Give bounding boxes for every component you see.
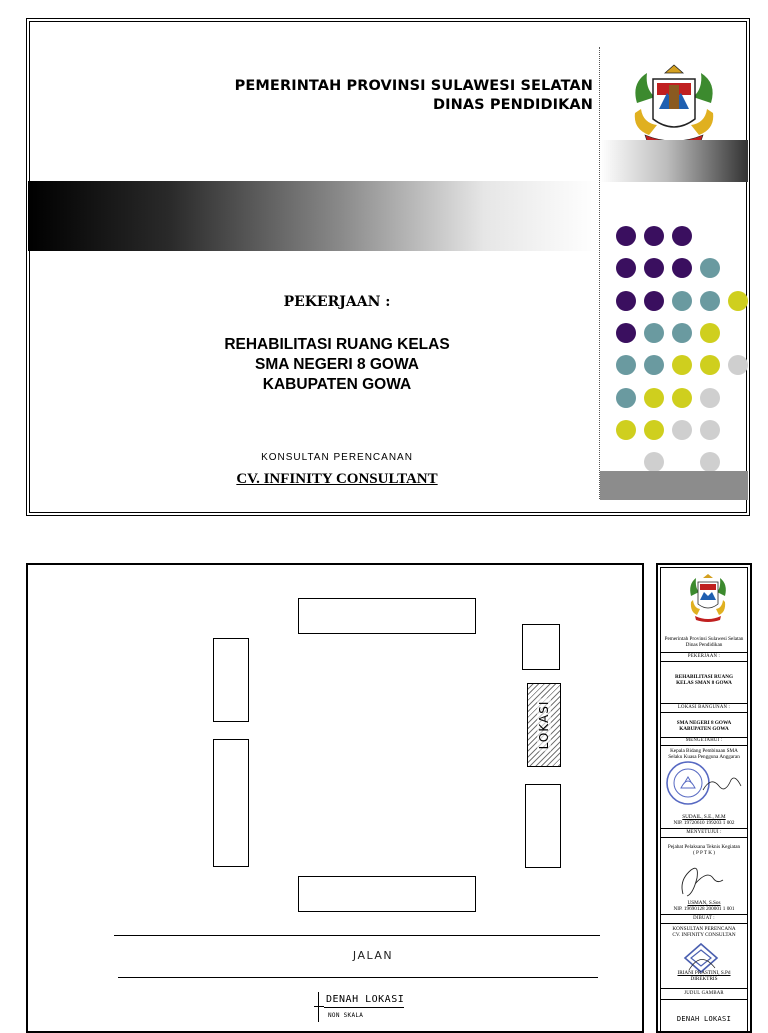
tb-job-label: PEKERJAAN : <box>687 654 721 659</box>
project-line-1: REHABILITASI RUANG KELAS <box>224 336 450 353</box>
tb-approver-name: SUDAIL, S.E., M.M <box>682 814 726 820</box>
cover-dot <box>616 388 636 408</box>
building-right-lower <box>525 784 561 868</box>
project-line-3: KABUPATEN GOWA <box>262 376 412 393</box>
cover-dot <box>728 291 748 311</box>
sulawesi-selatan-crest-icon <box>687 574 729 622</box>
cover-dot <box>700 452 720 472</box>
tb-approver-id <box>661 814 747 826</box>
tb-divider <box>661 923 747 924</box>
plan-title-marker <box>318 992 319 1022</box>
tb-location <box>661 720 747 732</box>
cover-dot <box>700 355 720 375</box>
cover-dot <box>672 355 692 375</box>
cover-dot <box>644 226 664 246</box>
tb-consultant <box>661 926 747 938</box>
tb-pptk-id <box>661 900 747 912</box>
cover-dot <box>700 291 720 311</box>
cover-dot <box>672 226 692 246</box>
building-top <box>298 598 476 634</box>
cover-gradient-band <box>28 181 598 251</box>
cover-dot <box>616 258 636 278</box>
cover-dot <box>644 323 664 343</box>
tb-approver-line-2: Selaku Kuasa Pengguna Anggaran <box>668 754 740 761</box>
title-block-inner <box>660 567 748 1031</box>
tb-approver-nip: NIP. 19720610 199203 1 002 <box>673 820 735 827</box>
tb-owner-dept: Dinas Pendidikan <box>685 642 723 649</box>
tb-divider <box>661 914 747 915</box>
cover-header <box>127 77 593 115</box>
tb-divider <box>661 703 747 704</box>
location-marker <box>527 683 561 767</box>
tb-divider <box>661 712 747 713</box>
cover-dot <box>672 258 692 278</box>
cover-dot <box>672 323 692 343</box>
project-line-2: SMA NEGERI 8 GOWA <box>255 356 419 373</box>
tb-divider <box>661 828 747 829</box>
cover-dot <box>644 258 664 278</box>
tb-job <box>661 674 747 686</box>
tb-location-line-2: KABUPATEN GOWA <box>679 726 729 733</box>
building-bottom <box>298 876 476 912</box>
cover-header-line1: PEMERINTAH PROVINSI SULAWESI SELATAN <box>234 78 593 94</box>
tb-agreed-label: MENYETUJUI : <box>686 830 722 835</box>
consultant-name: CV. INFINITY CONSULTANT <box>236 471 438 487</box>
tb-divider <box>661 661 747 662</box>
plan-title-underline <box>324 1007 404 1008</box>
approver-signature-icon <box>701 774 745 794</box>
cover-header-line2: DINAS PENDIDIKAN <box>432 97 593 113</box>
tb-owner <box>661 636 747 648</box>
tb-pptk-name: USMAN, S.Sos <box>687 900 721 906</box>
road-edge-top <box>114 935 600 936</box>
site-plan <box>26 563 644 1033</box>
tb-pptk-line-1: Pejabat Pelaksana Teknis Kegiatan <box>667 844 741 850</box>
tb-made-label: DIBUAT : <box>693 916 715 921</box>
tb-director <box>661 970 747 982</box>
tb-approved-label: MENGETAHUI : <box>685 738 723 743</box>
tb-location-line-1: SMA NEGERI 8 GOWA <box>676 720 732 726</box>
building-right-small <box>522 624 560 670</box>
cover-dot <box>616 291 636 311</box>
tb-owner-name: Pemerintah Provinsi Sulawesi Selatan <box>664 636 744 642</box>
cover-dot-pattern <box>600 182 748 500</box>
sulawesi-selatan-crest-icon <box>627 63 721 149</box>
cover-dot <box>700 420 720 440</box>
tb-consultant-line-2: CV. INFINITY CONSULTAN <box>672 932 736 939</box>
cover-dot <box>616 323 636 343</box>
building-left-lower <box>213 739 249 867</box>
building-left-upper <box>213 638 249 722</box>
cover-sheet <box>26 18 750 516</box>
plan-title-tick <box>314 1006 324 1007</box>
plan-title: DENAH LOKASI <box>326 994 405 1005</box>
cover-dot <box>700 258 720 278</box>
tb-divider <box>661 988 747 989</box>
tb-pptk-line-2: ( P P T K ) <box>692 850 716 857</box>
cover-bottom-bar <box>600 471 748 500</box>
cover-dot <box>672 420 692 440</box>
location-label: LOKASI <box>537 700 551 750</box>
tb-job-line-2: KELAS SMAN 8 GOWA <box>676 680 732 687</box>
tb-approver <box>661 748 747 760</box>
tb-consultant-line-1: KONSULTAN PERENCANA <box>672 926 736 932</box>
cover-dot <box>644 452 664 472</box>
road-edge-bottom <box>118 977 598 978</box>
consultant-label: KONSULTAN PERENCANAN <box>261 452 413 463</box>
tb-divider <box>661 837 747 838</box>
tb-director-name: IRIANI PRASTINI, S.Pd <box>677 970 731 976</box>
title-block <box>656 563 752 1033</box>
cover-dot <box>616 355 636 375</box>
tb-approver-line-1: Kepala Bidang Pembinaan SMA <box>670 748 738 754</box>
tb-divider <box>661 745 747 746</box>
tb-divider <box>661 652 747 653</box>
cover-job-label: PEKERJAAN : <box>283 294 391 310</box>
road-label: JALAN <box>352 949 394 962</box>
tb-pptk <box>661 844 747 856</box>
tb-job-line-1: REHABILITASI RUANG <box>675 674 733 680</box>
cover-dot <box>644 420 664 440</box>
cover-dot <box>672 388 692 408</box>
tb-location-label: LOKASI BANGUNAN : <box>677 705 731 710</box>
cover-dot <box>672 291 692 311</box>
tb-divider <box>661 999 747 1000</box>
pptk-signature-icon <box>677 860 727 900</box>
cover-dot <box>644 388 664 408</box>
plan-scale: NON SKALA <box>328 1012 364 1019</box>
cover-dot <box>700 388 720 408</box>
tb-pptk-nip: NIP. 19690128 200001 1 001 <box>673 906 735 913</box>
cover-project-title <box>167 335 507 395</box>
cover-dot <box>616 226 636 246</box>
tb-drawing-label: JUDUL GAMBAR <box>684 991 724 996</box>
cover-dot <box>644 355 664 375</box>
cover-dot <box>644 291 664 311</box>
tb-director-title: DIREKTRIS <box>690 976 718 983</box>
cover-dot <box>700 323 720 343</box>
cover-dot <box>616 420 636 440</box>
cover-dot <box>728 355 748 375</box>
cover-gradient-accent <box>600 140 748 182</box>
tb-drawing-title: DENAH LOKASI <box>676 1015 732 1023</box>
